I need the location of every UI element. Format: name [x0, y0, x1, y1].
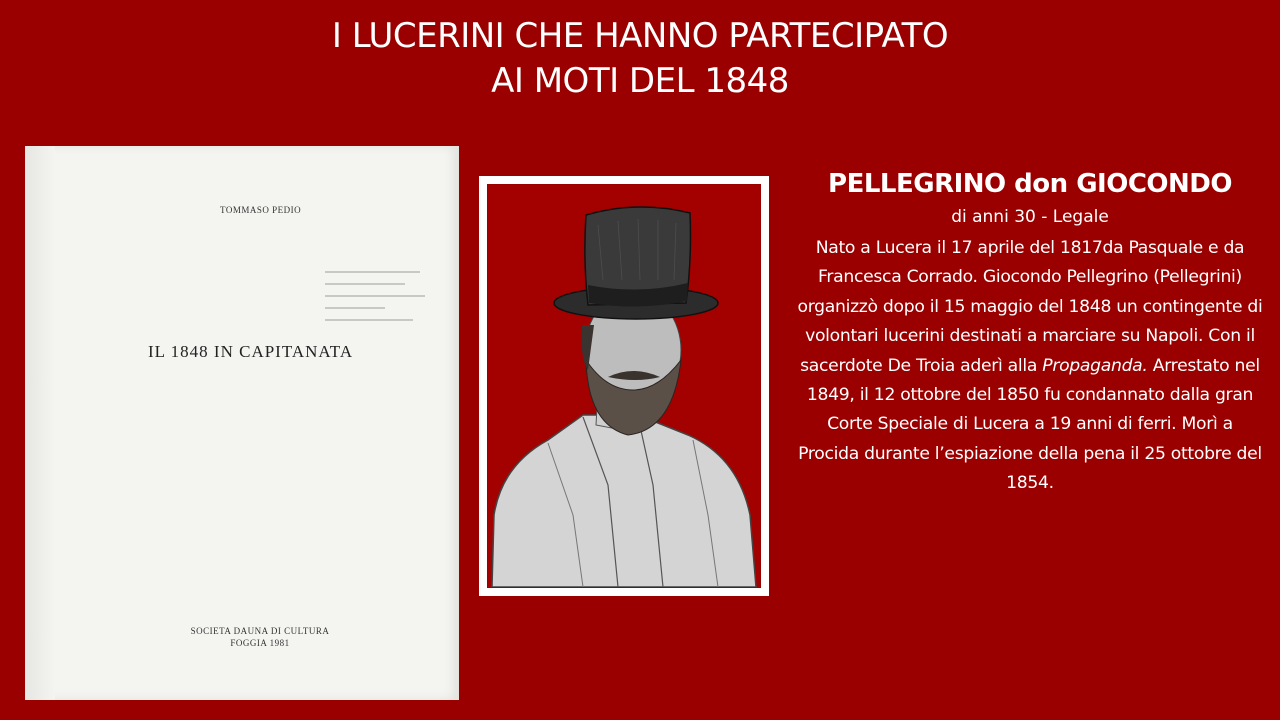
biography-panel	[796, 166, 1264, 499]
portrait-frame	[479, 176, 769, 596]
slide-title	[0, 14, 1280, 104]
portrait-drawing	[488, 185, 760, 587]
book-publisher: SOCIETA DAUNA DI CULTURA	[190, 626, 330, 636]
book-cover-image	[25, 146, 459, 700]
person-subtitle: di anni 30 - Legale	[951, 207, 1109, 227]
book-place-year: FOGGIA 1981	[230, 638, 290, 648]
biography-text-1: Nato a Lucera il 17 aprile del 1817da Pasquale e da Francesca Corrado. Giocondo Pellegrino (Pellegrini) organizzò dopo il 15 maggio del 1848 un contingente di volontari lucerini destinati a marciare su Napoli. Con il sacerdote De Troia aderì alla	[797, 238, 1263, 376]
person-biography	[796, 234, 1264, 499]
book-title: IL 1848 IN CAPITANATA	[148, 342, 354, 361]
book-edge	[25, 146, 55, 700]
title-line-2: AI MOTI DEL 1848	[491, 61, 789, 101]
book-author: TOMMASO PEDIO	[220, 205, 302, 215]
bleed-through-text	[325, 264, 435, 334]
biography-text-2: Arrestato nel 1849, il 12 ottobre del 1850 fu condannato dalla gran Corte Speciale di Lucera a 19 anni di ferri. Morì a Procida durante l’espiazione della pena il 25 ottobre del 1854.	[798, 355, 1262, 494]
biography-italic: Propaganda.	[1042, 355, 1148, 376]
title-line-1: I LUCERINI CHE HANNO PARTECIPATO	[331, 16, 949, 56]
book-publisher-block	[145, 625, 375, 649]
person-name: PELLEGRINO don GIOCONDO	[828, 169, 1232, 199]
portrait-image	[487, 184, 761, 588]
